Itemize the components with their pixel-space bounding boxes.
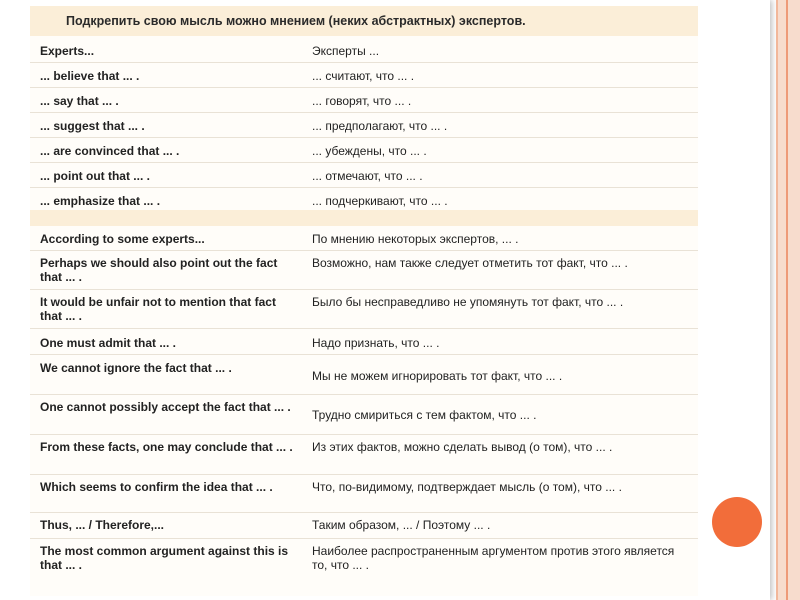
phrase-en: One must admit that ... . xyxy=(40,336,177,350)
phrase-en: ... are convinced that ... . xyxy=(40,144,180,158)
table-heading-band xyxy=(30,6,698,36)
phrase-ru: Было бы несправедливо не упомянуть тот факт, что ... . xyxy=(312,295,624,309)
phrase-ru: ... подчеркивают, что ... . xyxy=(312,194,448,208)
phrase-ru: ... считают, что ... . xyxy=(312,69,415,83)
phrase-en: ... say that ... . xyxy=(40,94,119,108)
phrase-ru: Трудно смириться с тем фактом, что ... . xyxy=(312,408,537,422)
strip-line xyxy=(786,0,788,600)
phrase-ru: Что, по-видимому, подтверждает мысль (о том), что ... . xyxy=(312,480,622,494)
row-divider xyxy=(30,187,698,188)
phrase-en: ... point out that ... . xyxy=(40,169,150,183)
row-divider xyxy=(30,137,698,138)
phrase-ru: ... отмечают, что ... . xyxy=(312,169,423,183)
phrase-ru: Эксперты ... xyxy=(312,44,380,58)
row-divider xyxy=(30,289,698,290)
row-divider xyxy=(30,434,698,435)
phrase-ru: ... предполагают, что ... . xyxy=(312,119,448,133)
phrase-ru: Таким образом, ... / Поэтому ... . xyxy=(312,518,491,532)
row-divider xyxy=(30,112,698,113)
phrase-en: Experts... xyxy=(40,44,95,58)
phrase-ru: Мы не можем игнорировать тот факт, что ... . xyxy=(312,369,563,383)
phrase-en: ... emphasize that ... . xyxy=(40,194,161,208)
row-divider xyxy=(30,87,698,88)
phrase-ru: По мнению некоторых экспертов, ... . xyxy=(312,232,519,246)
table-heading: Подкрепить свою мысль можно мнением (неких абстрактных) экспертов. xyxy=(66,14,526,28)
phrase-en: Thus, ... / Therefore,... xyxy=(40,518,165,532)
row-divider xyxy=(30,328,698,329)
right-decor-strip xyxy=(776,0,800,600)
phrase-en: We cannot ignore the fact that ... . xyxy=(40,361,232,375)
phrase-ru: ... убеждены, что ... . xyxy=(312,144,427,158)
phrase-en: ... suggest that ... . xyxy=(40,119,145,133)
phrase-en: One cannot possibly accept the fact that ... . xyxy=(40,400,291,414)
phrase-en: ... believe that ... . xyxy=(40,69,140,83)
phrase-en: It would be unfair not to mention that fact that ... . xyxy=(40,295,276,323)
row-divider xyxy=(30,250,698,251)
section-separator xyxy=(30,210,698,226)
phrase-ru: Надо признать, что ... . xyxy=(312,336,440,350)
phrase-en: Which seems to confirm the idea that ... . xyxy=(40,480,273,494)
phrase-table xyxy=(30,6,698,596)
phrase-ru: Наиболее распространенным аргументом против этого является то, что ... . xyxy=(312,544,675,572)
phrase-en: Perhaps we should also point out the fact that ... . xyxy=(40,256,278,284)
row-divider xyxy=(30,394,698,395)
row-divider xyxy=(30,354,698,355)
row-divider xyxy=(30,162,698,163)
phrase-en: The most common argument against this is that ... . xyxy=(40,544,289,572)
row-divider xyxy=(30,62,698,63)
row-divider xyxy=(30,538,698,539)
phrase-ru: Возможно, нам также следует отметить тот факт, что ... . xyxy=(312,256,628,270)
phrase-en: From these facts, one may conclude that ... . xyxy=(40,440,293,454)
orange-circle-decoration xyxy=(712,497,762,547)
phrase-ru: Из этих фактов, можно сделать вывод (о том), что ... . xyxy=(312,440,613,454)
phrase-ru: ... говорят, что ... . xyxy=(312,94,412,108)
row-divider xyxy=(30,474,698,475)
row-divider xyxy=(30,512,698,513)
phrase-en: According to some experts... xyxy=(40,232,205,246)
